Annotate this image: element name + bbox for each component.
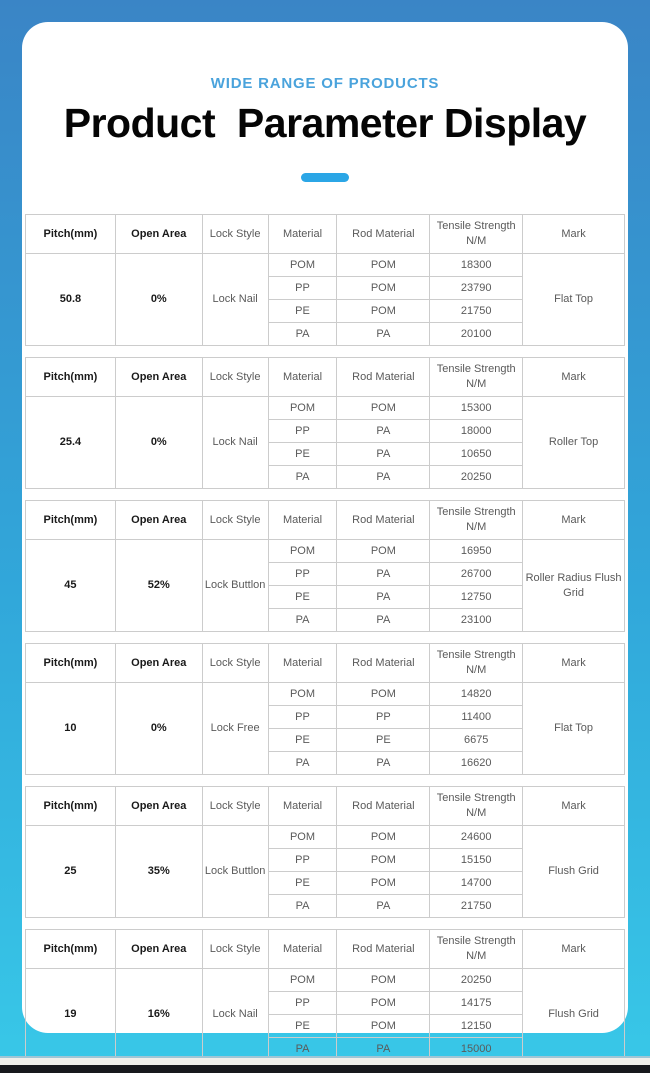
col-header-tensile-strength-n-m: Tensile Strength N/M [430,787,523,826]
rod-material-cell: POM [337,300,430,323]
tensile-strength-cell: 16620 [430,752,523,775]
material-cell: PE [268,586,337,609]
tensile-strength-cell: 20250 [430,466,523,489]
material-cell: PA [268,323,337,346]
col-header-pitch-mm: Pitch(mm) [26,215,116,254]
open-area-cell: 16% [115,969,202,1061]
mark-cell: Flat Top [523,254,625,346]
col-header-tensile-strength-n-m: Tensile Strength N/M [430,644,523,683]
rod-material-cell: PA [337,895,430,918]
rod-material-cell: PA [337,563,430,586]
material-cell: POM [268,683,337,706]
rod-material-cell: PA [337,752,430,775]
rod-material-cell: POM [337,1015,430,1038]
col-header-lock-style: Lock Style [202,930,268,969]
lock-style-cell: Lock Nail [202,969,268,1061]
rod-material-cell: POM [337,969,430,992]
col-header-open-area: Open Area [115,930,202,969]
pitch-cell: 25 [26,826,116,918]
col-header-material: Material [268,358,337,397]
spec-table [25,357,625,489]
lock-style-cell: Lock Buttlon [202,540,268,632]
col-header-open-area: Open Area [115,358,202,397]
material-cell: PP [268,420,337,443]
rod-material-cell: PP [337,706,430,729]
material-row [26,540,625,563]
col-header-lock-style: Lock Style [202,358,268,397]
rod-material-cell: PA [337,420,430,443]
col-header-pitch-mm: Pitch(mm) [26,930,116,969]
tensile-strength-cell: 20100 [430,323,523,346]
lock-style-cell: Lock Buttlon [202,826,268,918]
material-cell: POM [268,540,337,563]
col-header-rod-material: Rod Material [337,358,430,397]
tensile-strength-cell: 16950 [430,540,523,563]
spec-table [25,643,625,775]
lock-style-cell: Lock Nail [202,397,268,489]
tensile-strength-cell: 18300 [430,254,523,277]
tensile-strength-cell: 20250 [430,969,523,992]
col-header-material: Material [268,215,337,254]
header-row [26,644,625,683]
material-cell: PA [268,895,337,918]
tensile-strength-cell: 26700 [430,563,523,586]
open-area-cell: 0% [115,683,202,775]
col-header-lock-style: Lock Style [202,501,268,540]
tensile-strength-cell: 23100 [430,609,523,632]
open-area-cell: 52% [115,540,202,632]
tensile-strength-cell: 15300 [430,397,523,420]
rod-material-cell: POM [337,992,430,1015]
header-row [26,787,625,826]
spec-table [25,786,625,918]
material-row [26,254,625,277]
page-title: Product Parameter Display [63,100,587,146]
header-row [26,215,625,254]
material-row [26,969,625,992]
col-header-material: Material [268,787,337,826]
col-header-open-area: Open Area [115,644,202,683]
tensile-strength-cell: 11400 [430,706,523,729]
col-header-pitch-mm: Pitch(mm) [26,787,116,826]
col-header-mark: Mark [523,215,625,254]
material-cell: POM [268,969,337,992]
header-row [26,501,625,540]
col-header-open-area: Open Area [115,501,202,540]
material-cell: PP [268,992,337,1015]
col-header-mark: Mark [523,787,625,826]
tensile-strength-cell: 23790 [430,277,523,300]
pitch-cell: 10 [26,683,116,775]
material-cell: PE [268,300,337,323]
col-header-pitch-mm: Pitch(mm) [26,358,116,397]
material-cell: PE [268,443,337,466]
col-header-rod-material: Rod Material [337,644,430,683]
col-header-tensile-strength-n-m: Tensile Strength N/M [430,358,523,397]
subtitle: WIDE RANGE OF PRODUCTS [210,75,440,92]
pitch-cell: 25.4 [26,397,116,489]
col-header-lock-style: Lock Style [202,644,268,683]
spec-table [25,929,625,1061]
col-header-material: Material [268,644,337,683]
header-row [26,358,625,397]
rod-material-cell: PA [337,443,430,466]
spec-table [25,214,625,346]
tensile-strength-cell: 21750 [430,300,523,323]
col-header-rod-material: Rod Material [337,930,430,969]
col-header-pitch-mm: Pitch(mm) [26,644,116,683]
pitch-cell: 19 [26,969,116,1061]
material-cell: PE [268,729,337,752]
rod-material-cell: POM [337,872,430,895]
pitch-cell: 45 [26,540,116,632]
col-header-mark: Mark [523,501,625,540]
col-header-material: Material [268,930,337,969]
material-cell: PE [268,872,337,895]
rod-material-cell: PA [337,323,430,346]
tensile-strength-cell: 12750 [430,586,523,609]
material-cell: PA [268,752,337,775]
col-header-mark: Mark [523,358,625,397]
lock-style-cell: Lock Free [202,683,268,775]
col-header-lock-style: Lock Style [202,787,268,826]
material-row [26,397,625,420]
tensile-strength-cell: 15150 [430,849,523,872]
rod-material-cell: PA [337,1038,430,1061]
bottom-offwhite-strip [0,1058,650,1065]
mark-cell: Roller Top [523,397,625,489]
col-header-open-area: Open Area [115,787,202,826]
col-header-rod-material: Rod Material [337,215,430,254]
mark-cell: Roller Radius Flush Grid [523,540,625,632]
open-area-cell: 0% [115,254,202,346]
rod-material-cell: PA [337,466,430,489]
open-area-cell: 0% [115,397,202,489]
rod-material-cell: PE [337,729,430,752]
material-cell: POM [268,826,337,849]
col-header-tensile-strength-n-m: Tensile Strength N/M [430,930,523,969]
title-underline-dash [301,173,349,182]
bottom-black-bar [0,1065,650,1073]
rod-material-cell: POM [337,277,430,300]
tensile-strength-cell: 15000 [430,1038,523,1061]
material-cell: PP [268,849,337,872]
col-header-mark: Mark [523,644,625,683]
col-header-open-area: Open Area [115,215,202,254]
col-header-pitch-mm: Pitch(mm) [26,501,116,540]
rod-material-cell: PA [337,586,430,609]
material-row [26,683,625,706]
col-header-tensile-strength-n-m: Tensile Strength N/M [430,215,523,254]
mark-cell: Flush Grid [523,826,625,918]
tensile-strength-cell: 18000 [430,420,523,443]
tensile-strength-cell: 6675 [430,729,523,752]
tensile-strength-cell: 10650 [430,443,523,466]
header-row [26,930,625,969]
pitch-cell: 50.8 [26,254,116,346]
material-row [26,826,625,849]
tensile-strength-cell: 24600 [430,826,523,849]
tables-container [25,214,625,1061]
material-cell: PE [268,1015,337,1038]
spec-table [25,500,625,632]
rod-material-cell: POM [337,683,430,706]
rod-material-cell: POM [337,826,430,849]
rod-material-cell: POM [337,849,430,872]
col-header-lock-style: Lock Style [202,215,268,254]
rod-material-cell: PA [337,609,430,632]
tensile-strength-cell: 21750 [430,895,523,918]
mark-cell: Flush Grid [523,969,625,1061]
mark-cell: Flat Top [523,683,625,775]
col-header-material: Material [268,501,337,540]
tensile-strength-cell: 12150 [430,1015,523,1038]
col-header-mark: Mark [523,930,625,969]
content-card [22,22,628,1055]
material-cell: PA [268,466,337,489]
material-cell: POM [268,254,337,277]
col-header-rod-material: Rod Material [337,787,430,826]
rod-material-cell: POM [337,254,430,277]
material-cell: PP [268,277,337,300]
rod-material-cell: POM [337,397,430,420]
material-cell: PA [268,1038,337,1061]
open-area-cell: 35% [115,826,202,918]
rod-material-cell: POM [337,540,430,563]
lock-style-cell: Lock Nail [202,254,268,346]
material-cell: PP [268,706,337,729]
material-cell: PP [268,563,337,586]
material-cell: POM [268,397,337,420]
tensile-strength-cell: 14175 [430,992,523,1015]
tensile-strength-cell: 14700 [430,872,523,895]
material-cell: PA [268,609,337,632]
col-header-tensile-strength-n-m: Tensile Strength N/M [430,501,523,540]
col-header-rod-material: Rod Material [337,501,430,540]
tensile-strength-cell: 14820 [430,683,523,706]
